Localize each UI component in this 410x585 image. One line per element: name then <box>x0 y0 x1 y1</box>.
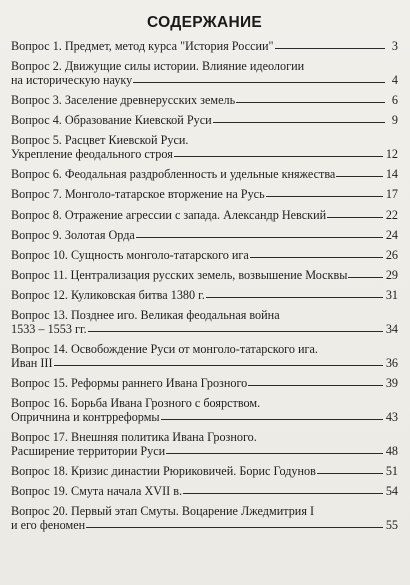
leader-line <box>183 493 383 494</box>
toc-entry-text: Иван III <box>11 355 53 370</box>
leader-line <box>248 385 383 386</box>
toc-entry-text: Вопрос 9. Золотая Орда <box>11 227 135 242</box>
toc-entry-text: Вопрос 6. Феодальная раздробленность и удельные княжества <box>11 167 336 182</box>
toc-entry <box>11 465 398 479</box>
page-number: 43 <box>385 409 398 424</box>
toc-entry-last-line <box>11 323 398 337</box>
toc-entry-text: Вопрос 18. Кризис династии Рюриковичей. Борис Годунов <box>11 463 316 478</box>
toc-entry-last-line <box>11 289 398 303</box>
page-number: 54 <box>385 483 398 498</box>
page-number: 22 <box>385 207 398 222</box>
page-number: 36 <box>385 355 398 370</box>
toc-entry <box>11 229 398 243</box>
toc-entry-last-line <box>11 209 398 223</box>
leader-line <box>206 297 383 298</box>
toc-entry-text: Опричнина и контрреформы <box>11 409 160 424</box>
leader-line <box>348 277 382 278</box>
page-number: 14 <box>385 167 398 182</box>
page-number: 34 <box>385 322 398 337</box>
toc-entry-line: Вопрос 17. Внешняя политика Ивана Грозного. <box>11 429 257 444</box>
table-of-contents <box>11 40 398 532</box>
page-title: СОДЕРЖАНИЕ <box>146 14 263 31</box>
leader-line <box>213 122 385 123</box>
toc-entry <box>11 289 398 303</box>
leader-line <box>250 257 383 258</box>
toc-entry <box>11 485 398 499</box>
toc-entry <box>11 309 398 336</box>
leader-line <box>54 365 383 366</box>
page-number: 17 <box>385 187 398 202</box>
toc-entry-last-line <box>11 114 398 128</box>
toc-entry-text: и его феномен <box>11 517 86 532</box>
toc-entry <box>11 397 398 424</box>
leader-line <box>136 237 383 238</box>
page-number: 39 <box>385 376 398 390</box>
toc-entry <box>11 431 398 458</box>
leader-line <box>88 331 383 332</box>
toc-entry-last-line <box>11 168 398 182</box>
toc-entry <box>11 249 398 263</box>
toc-entry-text: Вопрос 12. Куликовская битва 1380 г. <box>11 288 205 303</box>
page-number: 26 <box>385 247 398 262</box>
leader-line <box>275 48 386 49</box>
page-number: 12 <box>385 146 398 161</box>
toc-entry-text: Вопрос 11. Централизация русских земель, возвышение Москвы <box>11 268 348 283</box>
toc-entry-last-line <box>11 94 398 108</box>
toc-entry-last-line <box>11 148 398 162</box>
toc-entry-line: Вопрос 5. Расцвет Киевской Руси. <box>11 133 189 148</box>
toc-entry-text: Вопрос 1. Предмет, метод курса "История России" <box>11 39 274 53</box>
toc-entry <box>11 343 398 370</box>
page-number: 3 <box>391 39 398 53</box>
toc-entry-line: Вопрос 16. Борьба Ивана Грозного с боярством. <box>11 396 261 411</box>
leader-line <box>86 527 383 528</box>
toc-entry <box>11 188 398 202</box>
toc-entry-text: на историческую науку <box>11 72 133 87</box>
toc-entry-text: Вопрос 7. Монголо-татарское вторжение на Русь <box>11 187 265 202</box>
toc-entry-last-line <box>11 445 398 459</box>
toc-entry-last-line <box>11 188 398 202</box>
toc-entry-text: Укрепление феодального строя <box>11 146 173 161</box>
leader-line <box>317 473 383 474</box>
toc-entry <box>11 60 398 87</box>
toc-entry-line: Вопрос 13. Позднее иго. Великая феодальная война <box>11 308 280 323</box>
toc-entry <box>11 40 398 54</box>
toc-entry-text: Вопрос 19. Смута начала XVII в. <box>11 483 183 498</box>
toc-entry-last-line <box>11 40 398 54</box>
leader-line <box>174 156 383 157</box>
toc-entry <box>11 134 398 161</box>
page-number: 51 <box>385 463 398 478</box>
leader-line <box>236 102 385 103</box>
toc-entry-last-line <box>11 519 398 533</box>
toc-entry <box>11 114 398 128</box>
toc-entry-text: Вопрос 15. Реформы раннего Ивана Грозного <box>11 376 248 390</box>
page-number: 6 <box>391 92 398 107</box>
page-number: 55 <box>385 517 398 532</box>
toc-entry-last-line <box>11 357 398 371</box>
toc-entry <box>11 377 398 391</box>
toc-entry <box>11 505 398 532</box>
toc-entry-last-line <box>11 269 398 283</box>
toc-entry-line: Вопрос 20. Первый этап Смуты. Воцарение Лжедмитрия I <box>11 504 315 519</box>
toc-entry-last-line <box>11 74 398 88</box>
toc-entry-line: Вопрос 14. Освобождение Руси от монголо-татарского ига. <box>11 342 318 357</box>
page-number: 4 <box>391 72 398 87</box>
toc-entry <box>11 269 398 283</box>
toc-entry-text: Вопрос 10. Сущность монголо-татарского ига <box>11 247 249 262</box>
toc-entry-line: Вопрос 2. Движущие силы истории. Влияние идеологии <box>11 59 305 74</box>
toc-entry-last-line <box>11 229 398 243</box>
page-number: 31 <box>385 288 398 303</box>
leader-line <box>133 82 385 83</box>
leader-line <box>161 419 383 420</box>
leader-line <box>336 176 382 177</box>
toc-entry-last-line <box>11 465 398 479</box>
leader-line <box>166 453 383 454</box>
toc-entry <box>11 209 398 223</box>
toc-entry-last-line <box>11 249 398 263</box>
toc-entry <box>11 168 398 182</box>
page-number: 48 <box>385 443 398 458</box>
toc-entry-text: Расширение территории Руси <box>11 443 166 458</box>
page-number: 29 <box>385 268 398 283</box>
toc-entry-text: Вопрос 4. Образование Киевской Руси <box>11 113 212 128</box>
page-number: 9 <box>391 113 398 128</box>
toc-entry-text: 1533 – 1553 гг. <box>11 322 87 337</box>
toc-entry <box>11 94 398 108</box>
toc-entry-last-line <box>11 485 398 499</box>
leader-line <box>266 196 383 197</box>
page-number: 24 <box>385 227 398 242</box>
toc-entry-last-line <box>11 377 398 391</box>
toc-entry-text: Вопрос 8. Отражение агрессии с запада. Александр Невский <box>11 207 327 222</box>
toc-entry-text: Вопрос 3. Заселение древнерусских земель <box>11 92 236 107</box>
leader-line <box>327 217 383 218</box>
toc-entry-last-line <box>11 411 398 425</box>
